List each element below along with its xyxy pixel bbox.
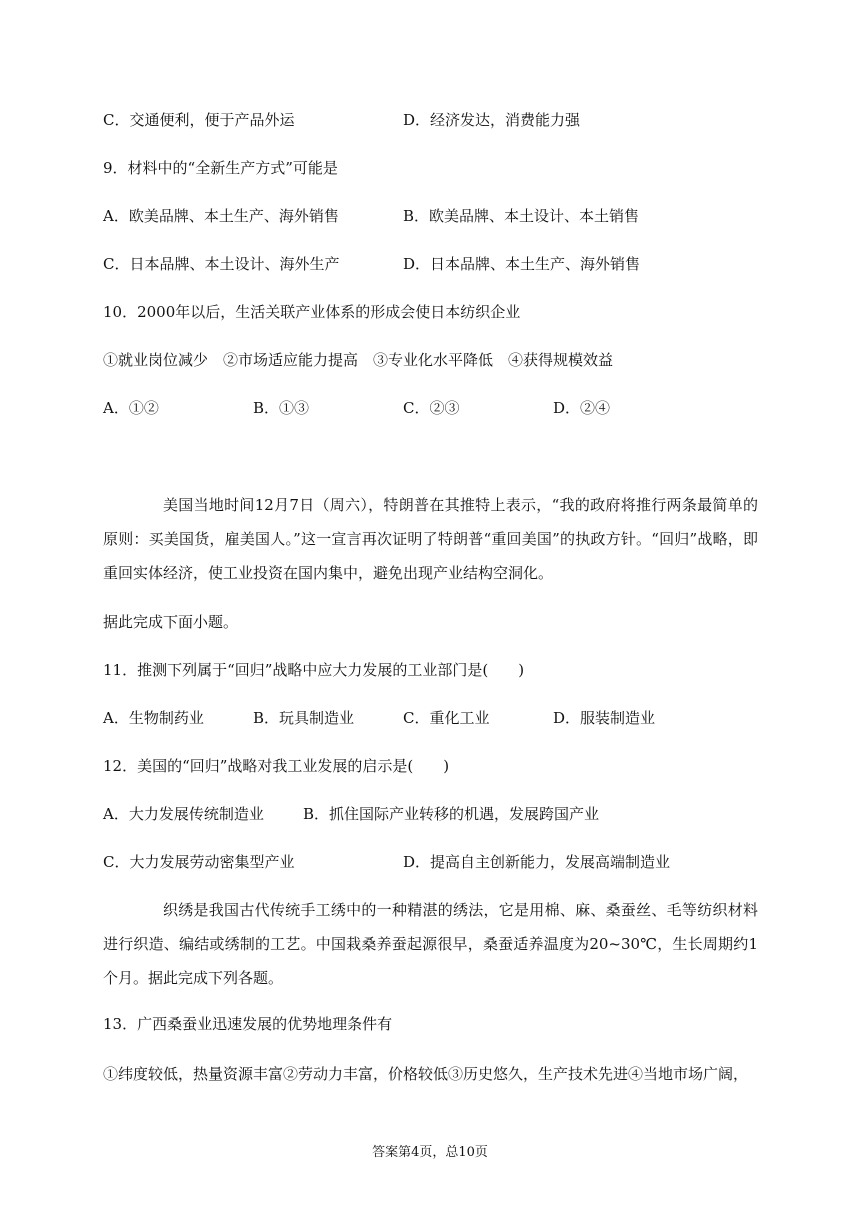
q9-option-c: C．日本品牌、本土设计、海外生产 [103, 255, 340, 273]
q11-option-c: C．重化工业 [403, 709, 490, 727]
q10-option-d: D．②④ [553, 399, 611, 417]
q12-option-c: C．大力发展劳动密集型产业 [103, 853, 295, 871]
q11-option-b: B．玩具制造业 [253, 709, 355, 727]
passage-embroidery [103, 893, 758, 995]
q11-stem: 11．推测下列属于“回归”战略中应大力发展的工业部门是( ) [103, 661, 525, 679]
q10-option-a: A．①② [103, 399, 159, 417]
q10-option-c: C．②③ [403, 399, 460, 417]
q10-stem: 10．2000年以后，生活关联产业体系的形成会使日本纺织企业 [103, 303, 521, 321]
passage-embroidery-text: 织绣是我国古代传统手工绣中的一种精湛的绣法，它是用棉、麻、桑蚕丝、毛等纺织材料进行织造、编结或绣制的工艺。中国栽桑养蚕起源很早，桑蚕适养温度为20~30℃，生长周期约1个月。据此完成下列各题。 [103, 901, 758, 987]
q11-option-d: D．服装制造业 [553, 709, 656, 727]
q9-stem: 9．材料中的“全新生产方式”可能是 [103, 159, 338, 177]
q10-statements: ①就业岗位减少 ②市场适应能力提高 ③专业化水平降低 ④获得规模效益 [103, 351, 614, 369]
q12-stem: 12．美国的“回归”战略对我工业发展的启示是( ) [103, 757, 450, 775]
q9-option-a: A．欧美品牌、本土生产、海外销售 [103, 207, 339, 225]
q8-option-d: D．经济发达，消费能力强 [403, 111, 581, 129]
q10-option-b: B．①③ [253, 399, 310, 417]
passage-america-return-text: 美国当地时间12月7日（周六），特朗普在其推特上表示，“我的政府将推行两条最简单的原则：买美国货，雇美国人。”这一宣言再次证明了特朗普“重回美国”的执政方针。“回归”战略，即重回实体经济，使工业投资在国内集中，避免出现产业结构空洞化。 [103, 496, 758, 582]
q9-option-d: D．日本品牌、本土生产、海外销售 [403, 255, 641, 273]
q12-option-b: B．抓住国际产业转移的机遇，发展跨国产业 [303, 805, 600, 823]
q11-option-a: A．生物制药业 [103, 709, 204, 727]
q13-stem: 13．广西桑蚕业迅速发展的优势地理条件有 [103, 1015, 393, 1033]
q12-option-d: D．提高自主创新能力，发展高端制造业 [403, 853, 671, 871]
passage-america-return [103, 488, 758, 590]
passage-instruction: 据此完成下面小题。 [103, 613, 239, 631]
q13-statements: ①纬度较低，热量资源丰富②劳动力丰富，价格较低③历史悠久，生产技术先进④当地市场广阔， [103, 1065, 749, 1083]
q12-option-a: A．大力发展传统制造业 [103, 805, 264, 823]
q8-option-c: C．交通便利，便于产品外运 [103, 111, 295, 129]
page-footer: 答案第4页，总10页 [372, 1145, 488, 1160]
q9-option-b: B．欧美品牌、本土设计、本土销售 [403, 207, 640, 225]
